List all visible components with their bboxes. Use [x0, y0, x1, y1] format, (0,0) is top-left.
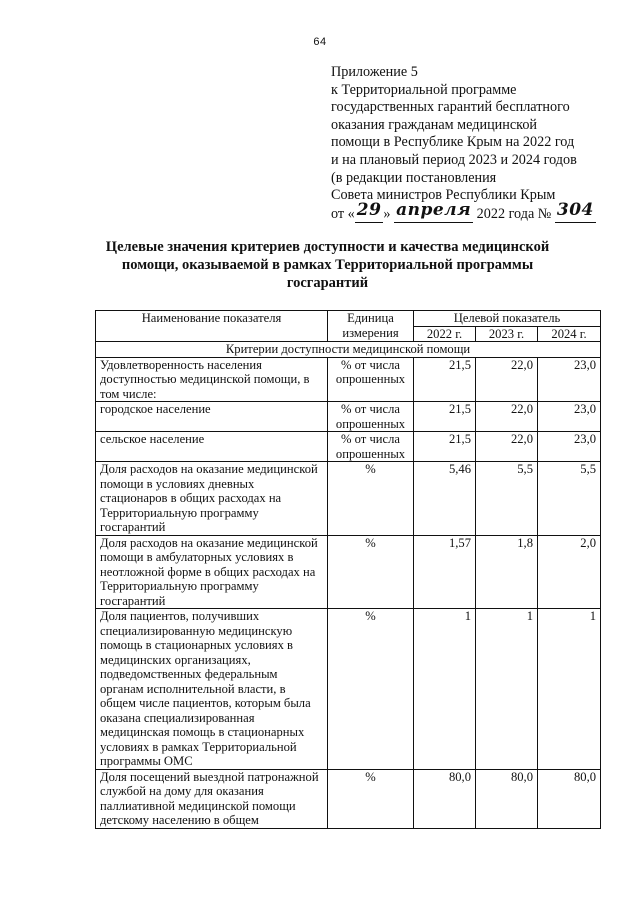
table-row — [96, 357, 601, 402]
decree-date-line — [331, 199, 631, 224]
date-year: 2022 года № — [476, 205, 552, 222]
header-indicator-name: Наименование показателя — [96, 311, 328, 342]
table-row — [96, 432, 601, 462]
indicator-name: Доля расходов на оказание медицинской помощи в амбулаторных условиях в неотложной форме в общих расходах на Территориальную программу госгарантий — [96, 535, 328, 609]
title-line: помощи, оказываемой в рамках Территориальной программы — [121, 257, 534, 273]
header-unit — [328, 311, 414, 342]
value-2024: 1 — [538, 609, 601, 770]
section-heading: Критерии доступности медицинской помощи — [96, 342, 601, 358]
title-line: Целевые значения критериев доступности и качества медицинской — [105, 239, 550, 255]
appendix-block — [331, 64, 631, 223]
header-unit-line: Единица — [347, 311, 394, 325]
indicator-unit: % — [328, 769, 414, 828]
indicator-name: городское население — [96, 402, 328, 432]
indicator-name: сельское население — [96, 432, 328, 462]
indicator-unit: % — [328, 535, 414, 609]
value-2023: 80,0 — [476, 769, 538, 828]
appendix-line: государственных гарантий бесплатного — [331, 99, 570, 116]
value-2023: 22,0 — [476, 402, 538, 432]
handwritten-month: апреля — [396, 199, 472, 220]
value-2024: 23,0 — [538, 402, 601, 432]
header-year-2024: 2024 г. — [538, 326, 601, 342]
appendix-line: Приложение 5 — [331, 64, 418, 80]
indicator-unit: % от числа опрошенных — [328, 402, 414, 432]
value-2022: 1 — [414, 609, 476, 770]
table-row — [96, 609, 601, 770]
value-2022: 80,0 — [414, 769, 476, 828]
value-2024: 80,0 — [538, 769, 601, 828]
value-2023: 22,0 — [476, 432, 538, 462]
value-2022: 21,5 — [414, 402, 476, 432]
handwritten-day: 29 — [356, 199, 382, 220]
criteria-table — [95, 310, 601, 829]
indicator-unit: % от числа опрошенных — [328, 432, 414, 462]
date-prefix: от « — [331, 205, 355, 222]
appendix-line: оказания гражданам медицинской — [331, 116, 538, 133]
indicator-unit: % — [328, 609, 414, 770]
value-2024: 2,0 — [538, 535, 601, 609]
appendix-line: Совета министров Республики Крым — [331, 187, 556, 204]
value-2023: 22,0 — [476, 357, 538, 402]
indicator-unit: % от числа опрошенных — [328, 357, 414, 402]
value-2023: 1 — [476, 609, 538, 770]
value-2023: 1,8 — [476, 535, 538, 609]
value-2024: 23,0 — [538, 357, 601, 402]
indicator-name: Доля посещений выездной патронажной службой на дому для оказания паллиативной медицинской помощи детскому населению в общем — [96, 769, 328, 828]
value-2022: 1,57 — [414, 535, 476, 609]
value-2024: 5,5 — [538, 462, 601, 536]
value-2022: 21,5 — [414, 432, 476, 462]
page-number: 64 — [313, 36, 327, 48]
header-year-2023: 2023 г. — [476, 326, 538, 342]
table-row — [96, 402, 601, 432]
date-mid: » — [383, 205, 391, 222]
handwritten-number: 304 — [556, 199, 594, 220]
header-target: Целевой показатель — [414, 311, 601, 327]
indicator-name: Доля пациентов, получивших специализированную медицинскую помощь в стационарных условиях в медицинских организациях, подведомственных федеральным органам исполнительной власти, в общем числе пациентов, которым была оказана специализированная медицинская помощь в стационарных условиях в рамках Территориальной программы ОМС — [96, 609, 328, 770]
value-2023: 5,5 — [476, 462, 538, 536]
header-year-2022: 2022 г. — [414, 326, 476, 342]
appendix-line: (в редакции постановления — [331, 169, 497, 186]
table-row — [96, 462, 601, 536]
appendix-line: помощи в Республике Крым на 2022 год — [331, 134, 575, 151]
appendix-line: к Территориальной программе — [331, 81, 517, 98]
indicator-name: Удовлетворенность населения доступностью медицинской помощи, в том числе: — [96, 357, 328, 402]
header-unit-line: измерения — [342, 325, 399, 340]
value-2022: 21,5 — [414, 357, 476, 402]
title-line: госгарантий — [286, 275, 369, 291]
table-row — [96, 535, 601, 609]
value-2024: 23,0 — [538, 432, 601, 462]
table-row — [96, 769, 601, 828]
indicator-unit: % — [328, 462, 414, 536]
indicator-name: Доля расходов на оказание медицинской помощи в условиях дневных стационаров в общих расходах на Территориальную программу госгарантий — [96, 462, 328, 536]
appendix-line: и на плановый период 2023 и 2024 годов — [331, 151, 577, 168]
value-2022: 5,46 — [414, 462, 476, 536]
document-title — [80, 238, 575, 292]
